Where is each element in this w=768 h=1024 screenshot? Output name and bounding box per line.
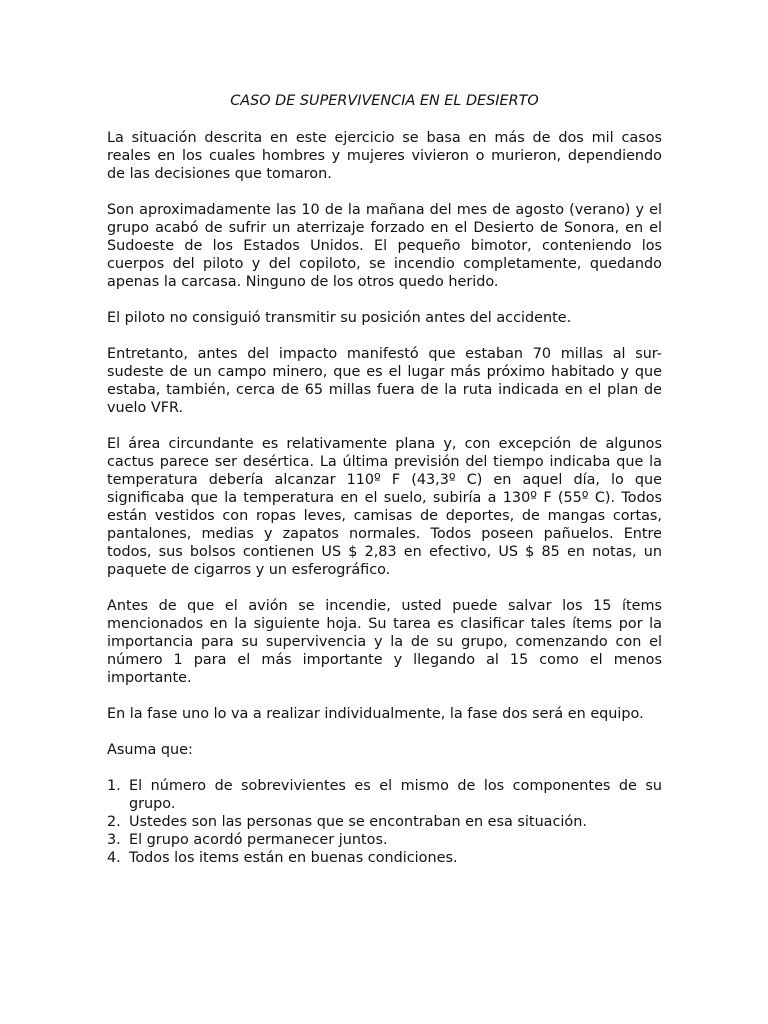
list-item-text: El grupo acordó permanecer juntos. bbox=[129, 832, 388, 848]
list-item bbox=[107, 813, 662, 831]
list-item bbox=[107, 831, 662, 849]
list-item-text: El número de sobrevivientes es el mismo de los componentes de su grupo. bbox=[129, 778, 662, 812]
paragraph-environment: El área circundante es relativamente plana y, con excepción de algunos cactus parece ser desértica. La última previsión del tiempo indicaba que la temperatura debería alcanzar 110º F (43,3º C) en aquel día, lo que significaba que la temperatura en el suelo, subiría a 130º F (55º C). Todos están vestidos con ropas leves, camisas de deportes, de mangas cortas, pantalones, medias y zapatos normales. Todos poseen pañuelos. Entre todos, sus bolsos contienen US $ 2,83 en efectivo, US $ 85 en notas, un paquete de cigarros y un esferográfico. bbox=[107, 436, 662, 578]
paragraph-scenario: Son aproximadamente las 10 de la mañana del mes de agosto (verano) y el grupo acabó de sufrir un aterrizaje forzado en el Desierto de Sonora, en el Sudoeste de los Estados Unidos. El pequeño bimotor, conteniendo los cuerpos del piloto y del copiloto, se incendio completamente, quedando apenas la carcasa. Ninguno de los otros quedo herido. bbox=[107, 202, 662, 290]
document-title: CASO DE SUPERVIVENCIA EN EL DESIERTO bbox=[230, 93, 539, 109]
document-page bbox=[107, 92, 662, 867]
paragraph-assumptions-intro: Asuma que: bbox=[107, 742, 193, 758]
paragraph-location: Entretanto, antes del impacto manifestó que estaban 70 millas al sur-sudeste de un campo minero, que es el lugar más próximo habitado y que estaba, también, cerca de 65 millas fuera de la ruta indicada en el plan de vuelo VFR. bbox=[107, 346, 662, 416]
paragraph-pilot: El piloto no consiguió transmitir su posición antes del accidente. bbox=[107, 310, 572, 326]
list-item-text: Ustedes son las personas que se encontraban en esa situación. bbox=[129, 814, 587, 830]
list-item-number: 4. bbox=[107, 850, 121, 866]
list-item bbox=[107, 849, 662, 867]
paragraph-phases: En la fase uno lo va a realizar individualmente, la fase dos será en equipo. bbox=[107, 706, 644, 722]
paragraph-intro: La situación descrita en este ejercicio se basa en más de dos mil casos reales en los cuales hombres y mujeres vivieron o murieron, dependiendo de las decisiones que tomaron. bbox=[107, 130, 662, 182]
list-item-number: 2. bbox=[107, 814, 121, 830]
list-item-number: 3. bbox=[107, 832, 121, 848]
list-item-text: Todos los items están en buenas condiciones. bbox=[129, 850, 458, 866]
assumptions-list bbox=[107, 777, 662, 867]
paragraph-task: Antes de que el avión se incendie, usted puede salvar los 15 ítems mencionados en la siguiente hoja. Su tarea es clasificar tales ítems por la importancia para su supervivencia y la de su grupo, comenzando con el número 1 para el más importante y llegando al 15 como el menos importante. bbox=[107, 598, 662, 686]
list-item-number: 1. bbox=[107, 778, 121, 794]
list-item bbox=[107, 777, 662, 813]
